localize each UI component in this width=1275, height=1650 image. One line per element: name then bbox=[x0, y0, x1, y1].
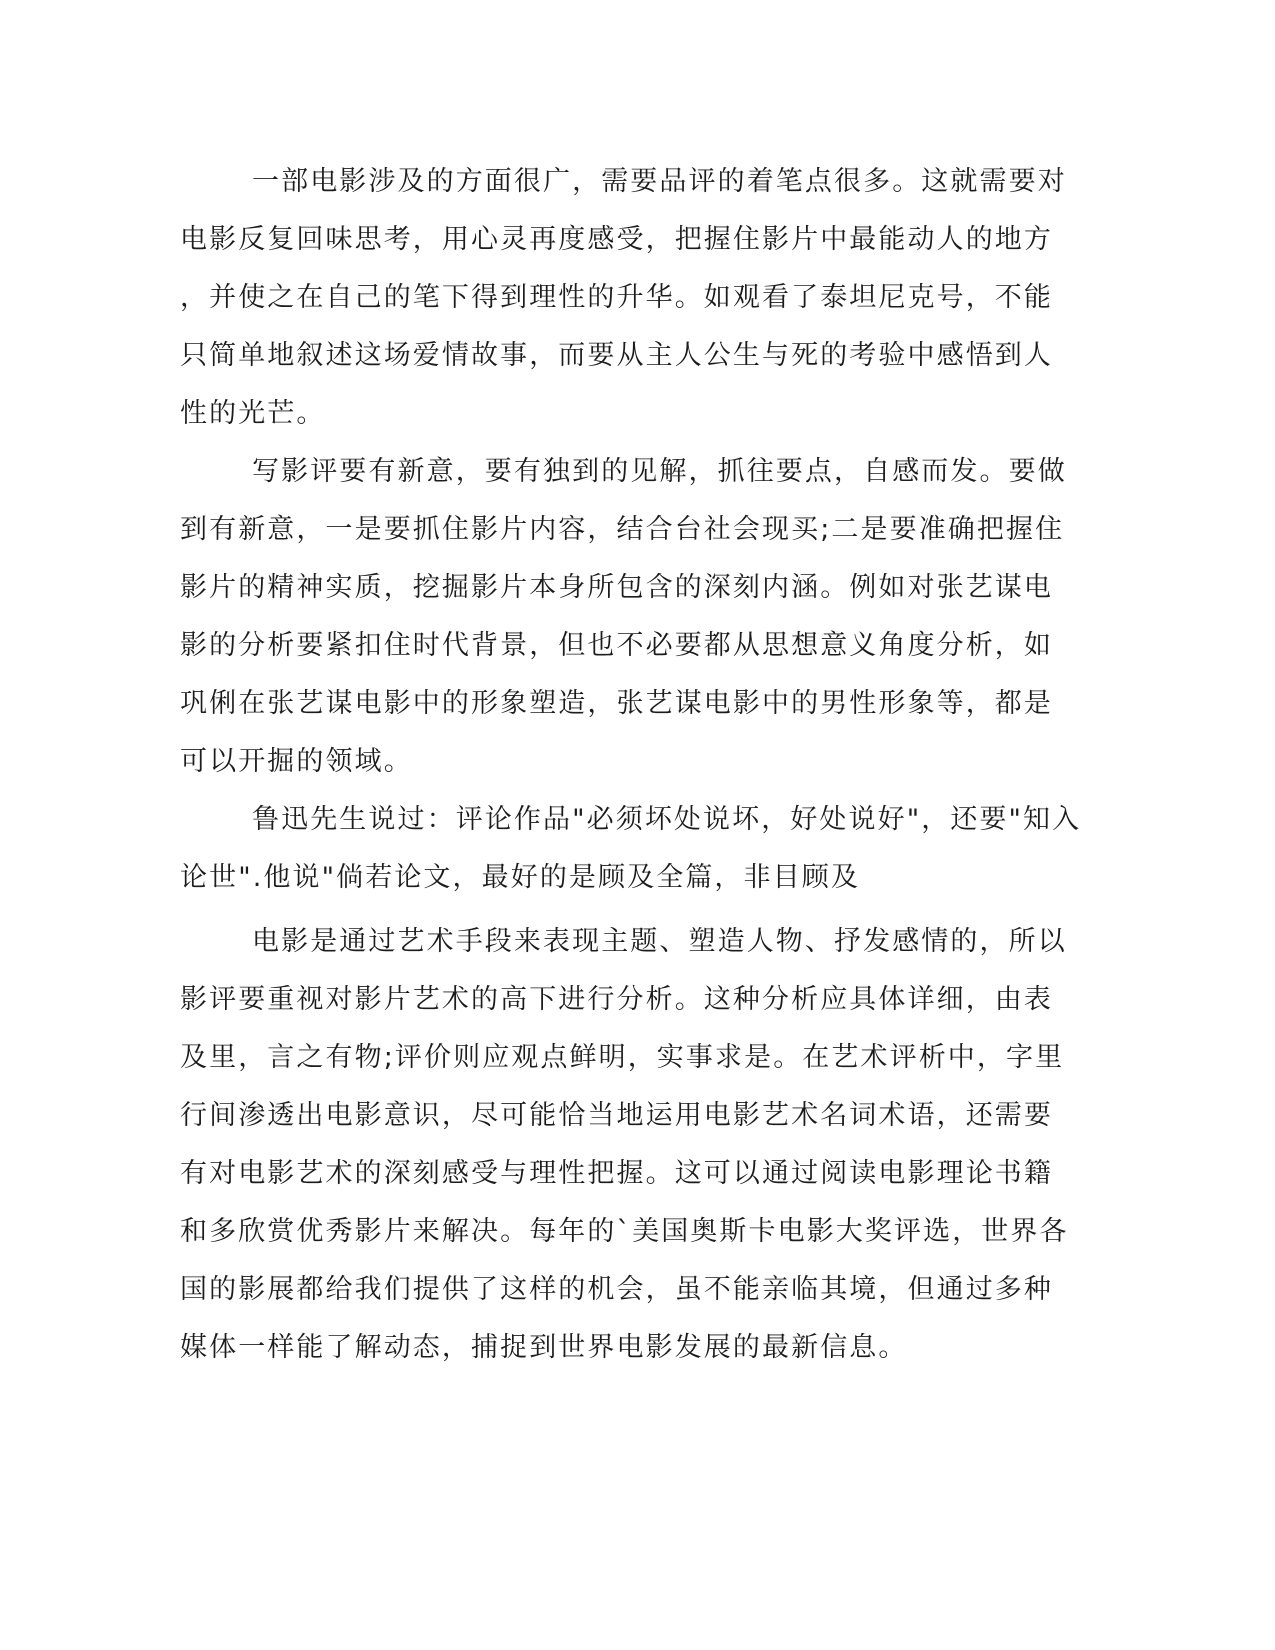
paragraph-line: 影片的精神实质，挖掘影片本身所包含的深刻内涵。例如对张艺谋电 bbox=[180, 572, 1053, 603]
paragraph-line: 有对电影艺术的深刻感受与理性把握。这可以通过阅读电影理论书籍 bbox=[180, 1158, 1053, 1189]
paragraph-line: 影评要重视对影片艺术的高下进行分析。这种分析应具体详细，由表 bbox=[180, 984, 1053, 1015]
paragraph-line: 只简单地叙述这场爱情故事，而要从主人公生与死的考验中感悟到人 bbox=[180, 340, 1053, 371]
paragraph-line: 论世".他说"倘若论文，最好的是顾及全篇，非目顾及 bbox=[180, 862, 860, 893]
paragraph-line: 行间渗透出电影意识，尽可能恰当地运用电影艺术名词术语，还需要 bbox=[180, 1100, 1053, 1131]
paragraph-line: 国的影展都给我们提供了这样的机会，虽不能亲临其境，但通过多种 bbox=[180, 1274, 1053, 1305]
paragraph-line: 巩俐在张艺谋电影中的形象塑造，张艺谋电影中的男性形象等，都是 bbox=[180, 688, 1053, 719]
paragraph-line: 及里，言之有物;评价则应观点鲜明，实事求是。在艺术评析中，字里 bbox=[180, 1042, 1065, 1073]
paragraph-line: 鲁迅先生说过：评论作品"必须坏处说坏，好处说好"，还要"知入 bbox=[252, 804, 1082, 835]
paragraph-line: 性的光芒。 bbox=[180, 398, 326, 429]
paragraph-line: 和多欣赏优秀影片来解决。每年的`美国奥斯卡电影大奖评选，世界各 bbox=[180, 1216, 1069, 1247]
paragraph-line: 可以开掘的领域。 bbox=[180, 746, 413, 777]
paragraph-line: 媒体一样能了解动态，捕捉到世界电影发展的最新信息。 bbox=[180, 1332, 908, 1363]
paragraph-line: 到有新意，一是要抓住影片内容，结合台社会现买;二是要准确把握住 bbox=[180, 514, 1065, 545]
paragraph-line: 电影反复回味思考，用心灵再度感受，把握住影片中最能动人的地方 bbox=[180, 224, 1053, 255]
paragraph-line: 写影评要有新意，要有独到的见解，抓往要点，自感而发。要做 bbox=[252, 456, 1067, 487]
paragraph-line: 影的分析要紧扣住时代背景，但也不必要都从思想意义角度分析，如 bbox=[180, 630, 1053, 661]
paragraph-line: 一部电影涉及的方面很广，需要品评的着笔点很多。这就需要对 bbox=[252, 166, 1067, 197]
paragraph-line: 电影是通过艺术手段来表现主题、塑造人物、抒发感情的，所以 bbox=[252, 926, 1067, 957]
paragraph-line: ，并使之在自己的笔下得到理性的升华。如观看了泰坦尼克号，不能 bbox=[180, 282, 1053, 313]
